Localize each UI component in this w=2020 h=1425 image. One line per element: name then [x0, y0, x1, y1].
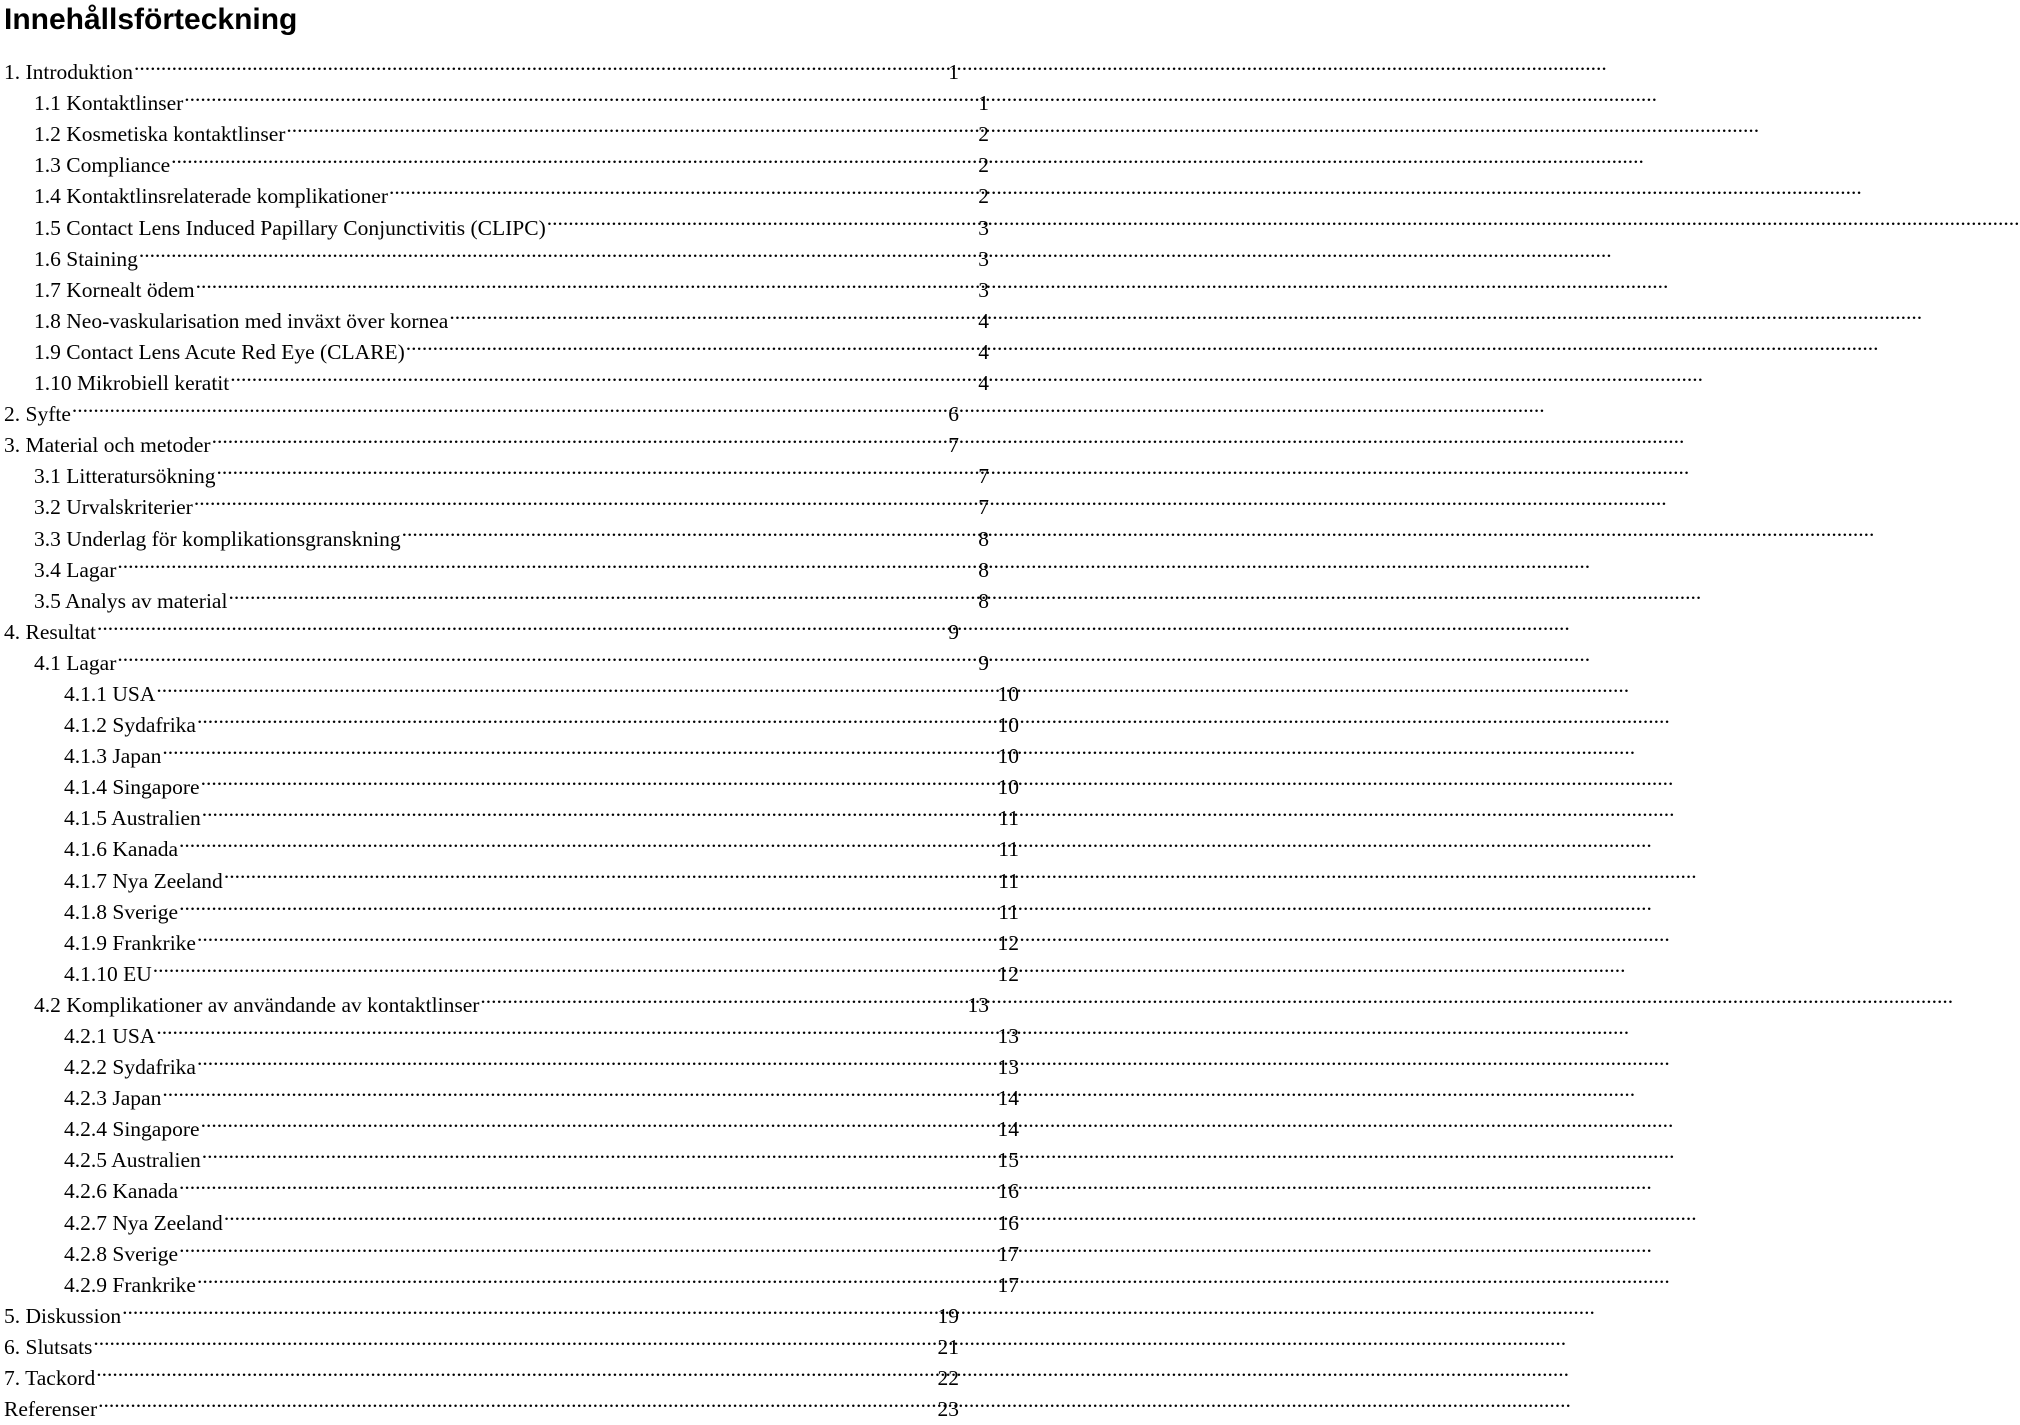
toc-entry-page-number: 10 — [997, 713, 1019, 738]
toc-entry-page-number: 11 — [998, 837, 1019, 862]
toc-entry-page-number: 2 — [978, 153, 989, 178]
toc-entry-page-number: 3 — [978, 277, 989, 302]
toc-entry-label: 1.3 Compliance — [34, 153, 171, 178]
toc-dot-leader — [179, 825, 997, 856]
toc-entry-page-number: 13 — [967, 992, 989, 1017]
toc-entry-page-number: 22 — [937, 1366, 959, 1391]
toc-entry-page-number: 14 — [997, 1117, 1019, 1142]
toc-entry-label: Referenser — [4, 1397, 98, 1422]
toc-entry[interactable] — [4, 950, 1019, 986]
toc-entry-label: 4.2.7 Nya Zeeland — [64, 1210, 223, 1235]
toc-entry-label: 4.1.3 Japan — [64, 744, 162, 769]
toc-entry[interactable] — [4, 1323, 959, 1359]
toc-entry-label: 1.4 Kontaktlinsrelaterade komplikationer — [34, 184, 389, 209]
toc-dot-leader — [217, 452, 978, 483]
toc-entry-page-number: 9 — [948, 619, 959, 644]
toc-entry[interactable] — [4, 1292, 959, 1328]
toc-entry-label: 4.1 Lagar — [34, 650, 117, 675]
toc-dot-leader — [98, 1385, 936, 1416]
toc-entry-label: 4.2.3 Japan — [64, 1086, 162, 1111]
toc-entry-page-number: 7 — [978, 464, 989, 489]
toc-entry-page-number: 10 — [997, 681, 1019, 706]
toc-entry-label: 4.1.9 Frankrike — [64, 930, 196, 955]
toc-entry-page-number: 4 — [978, 371, 989, 396]
toc-dot-leader — [224, 1198, 997, 1229]
toc-entry-page-number: 1 — [948, 60, 959, 85]
toc-entry[interactable] — [4, 546, 989, 582]
toc-entry-page-number: 7 — [948, 433, 959, 458]
toc-entry-page-number: 16 — [997, 1179, 1019, 1204]
toc-entry-page-number: 8 — [978, 557, 989, 582]
toc-entry-label: 5. Diskussion — [4, 1303, 122, 1328]
toc-entry-label: 3.4 Lagar — [34, 557, 117, 582]
toc-dot-leader — [156, 670, 996, 701]
toc-entry[interactable] — [4, 48, 959, 85]
toc-entry[interactable] — [4, 266, 989, 302]
toc-dot-leader — [202, 1136, 997, 1167]
toc-dot-leader — [402, 514, 978, 545]
toc-entry-label: 6. Slutsats — [4, 1334, 93, 1359]
toc-entry-page-number: 15 — [997, 1148, 1019, 1173]
toc-entry[interactable] — [4, 577, 989, 613]
toc-dot-leader — [480, 981, 966, 1012]
toc-dot-leader — [212, 421, 948, 452]
toc-entry-label: 4.2.8 Sverige — [64, 1241, 179, 1266]
toc-entry-label: 4.1.2 Sydafrika — [64, 713, 196, 738]
toc-dot-leader — [179, 888, 997, 919]
toc-entry[interactable] — [4, 1354, 959, 1391]
toc-dot-leader — [197, 1261, 997, 1292]
toc-dot-leader — [202, 794, 998, 825]
toc-entry-page-number: 23 — [937, 1397, 959, 1422]
toc-dot-leader — [97, 608, 947, 639]
toc-entry[interactable] — [4, 421, 959, 458]
toc-dot-leader — [162, 732, 996, 763]
toc-dot-leader — [547, 203, 978, 234]
toc-dot-leader — [286, 110, 977, 141]
toc-entry[interactable] — [4, 608, 959, 644]
toc-entry-label: 3.3 Underlag för komplikationsgranskning — [34, 526, 401, 551]
toc-dot-leader — [122, 1292, 936, 1323]
toc-entry-page-number: 11 — [998, 868, 1019, 893]
toc-dot-leader — [197, 701, 997, 732]
toc-entry-page-number: 14 — [997, 1086, 1019, 1111]
toc-dot-leader — [201, 763, 997, 794]
toc-entry-label: 3.5 Analys av material — [34, 588, 228, 613]
toc-entry-page-number: 11 — [998, 806, 1019, 831]
toc-entry-page-number: 19 — [937, 1303, 959, 1328]
toc-entry-page-number: 17 — [997, 1241, 1019, 1266]
toc-entry-label: 1.9 Contact Lens Acute Red Eye (CLARE) — [34, 339, 405, 364]
toc-entry-page-number: 8 — [978, 526, 989, 551]
toc-dot-leader — [117, 639, 977, 670]
toc-dot-leader — [72, 390, 947, 421]
toc-title: Innehållsförteckning — [4, 3, 298, 36]
toc-entry-page-number: 3 — [978, 246, 989, 271]
toc-dot-leader — [406, 328, 977, 359]
toc-entry-label: 4.2.2 Sydafrika — [64, 1055, 196, 1080]
toc-dot-leader — [162, 1074, 996, 1105]
toc-entry-label: 4.1.8 Sverige — [64, 899, 179, 924]
toc-dot-leader — [184, 79, 977, 110]
toc-entry-label: 4.1.6 Kanada — [64, 837, 179, 862]
toc-entry-label: 4.2 Komplikationer av användande av kontaktlinser — [34, 992, 480, 1017]
toc-entry-page-number: 16 — [997, 1210, 1019, 1235]
toc-entry-page-number: 12 — [997, 961, 1019, 986]
toc-dot-leader — [179, 1167, 996, 1198]
toc-entry-label: 4.2.4 Singapore — [64, 1117, 200, 1142]
toc-entry-page-number: 2 — [978, 122, 989, 147]
toc-entry-label: 4.1.10 EU — [64, 961, 152, 986]
toc-dot-leader — [197, 919, 997, 950]
toc-entry-label: 1. Introduktion — [4, 60, 133, 85]
toc-entry-page-number: 21 — [937, 1334, 959, 1359]
toc-dot-leader — [449, 297, 977, 328]
toc-dot-leader — [93, 1323, 936, 1354]
toc-entry-label: 4.1.5 Australien — [64, 806, 201, 831]
toc-dot-leader — [389, 172, 977, 203]
toc-dot-leader — [197, 1043, 997, 1074]
toc-entry-label: 3. Material och metoder — [4, 433, 211, 458]
toc-entry-page-number: 11 — [998, 899, 1019, 924]
toc-entry-page-number: 3 — [978, 215, 989, 240]
toc-entry-label: 1.7 Kornealt ödem — [34, 277, 195, 302]
toc-entry-page-number: 1 — [978, 91, 989, 116]
toc-entry-page-number: 6 — [948, 402, 959, 427]
toc-entry-label: 7. Tackord — [4, 1366, 96, 1391]
toc-entry-label: 4.2.1 USA — [64, 1024, 156, 1048]
document-page — [0, 2, 1019, 1422]
toc-entry-page-number: 4 — [978, 308, 989, 333]
toc-dot-leader — [139, 235, 977, 266]
toc-entry-label: 2. Syfte — [4, 402, 71, 427]
toc-entry-label: 4.1.1 USA — [64, 681, 156, 706]
toc-dot-leader — [153, 950, 997, 981]
toc-dot-leader — [96, 1354, 936, 1385]
toc-dot-leader — [156, 1012, 996, 1043]
toc-dot-leader — [179, 1230, 996, 1261]
toc-entry-label: 1.5 Contact Lens Induced Papillary Conjunctivitis (CLIPC) — [34, 215, 546, 240]
toc-entry-label: 4. Resultat — [4, 619, 96, 644]
toc-dot-leader — [228, 577, 977, 608]
toc-entry[interactable] — [4, 79, 989, 116]
toc-entry-page-number: 13 — [997, 1024, 1019, 1048]
toc-entry-page-number: 10 — [997, 775, 1019, 800]
toc-dot-leader — [194, 483, 977, 514]
toc-entry-page-number: 17 — [997, 1272, 1019, 1297]
toc-entry-label: 4.1.7 Nya Zeeland — [64, 868, 223, 893]
toc-entry-label: 1.8 Neo-vaskularisation med inväxt över kornea — [34, 308, 449, 333]
toc-entry-label: 1.1 Kontaktlinser — [34, 91, 184, 116]
toc-dot-leader — [230, 359, 977, 390]
toc-entry[interactable] — [4, 1385, 959, 1422]
toc-entry-label: 4.1.4 Singapore — [64, 775, 200, 800]
toc-entry-page-number: 10 — [997, 744, 1019, 769]
toc-entry[interactable] — [4, 639, 989, 675]
toc-entry-page-number: 8 — [978, 588, 989, 613]
toc-entry-page-number: 12 — [997, 930, 1019, 955]
toc-entry-label: 1.10 Mikrobiell keratit — [34, 371, 230, 396]
toc-entry-label: 1.2 Kosmetiska kontaktlinser — [34, 122, 286, 147]
toc-entry-page-number: 9 — [978, 650, 989, 675]
toc-dot-leader — [224, 856, 997, 887]
toc-entry-label: 3.1 Litteratursökning — [34, 464, 216, 489]
toc-entry-label: 4.2.9 Frankrike — [64, 1272, 196, 1297]
toc-entry-label: 4.2.5 Australien — [64, 1148, 201, 1173]
toc-entry-page-number: 13 — [997, 1055, 1019, 1080]
toc-entry-page-number: 7 — [978, 495, 989, 520]
toc-entry[interactable] — [4, 390, 959, 427]
toc-dot-leader — [171, 141, 977, 172]
toc-list — [4, 48, 1019, 1422]
toc-dot-leader — [196, 266, 978, 297]
toc-entry-label: 4.2.6 Kanada — [64, 1179, 179, 1204]
toc-dot-leader — [117, 546, 977, 577]
toc-entry-label: 1.6 Staining — [34, 246, 138, 271]
toc-entry[interactable] — [4, 1012, 1019, 1048]
toc-entry-page-number: 2 — [978, 184, 989, 209]
toc-dot-leader — [134, 48, 947, 79]
toc-entry[interactable] — [4, 670, 1019, 706]
toc-entry-page-number: 4 — [978, 339, 989, 364]
toc-dot-leader — [201, 1105, 997, 1136]
toc-entry[interactable] — [4, 235, 989, 271]
toc-entry-label: 3.2 Urvalskriterier — [34, 495, 193, 520]
